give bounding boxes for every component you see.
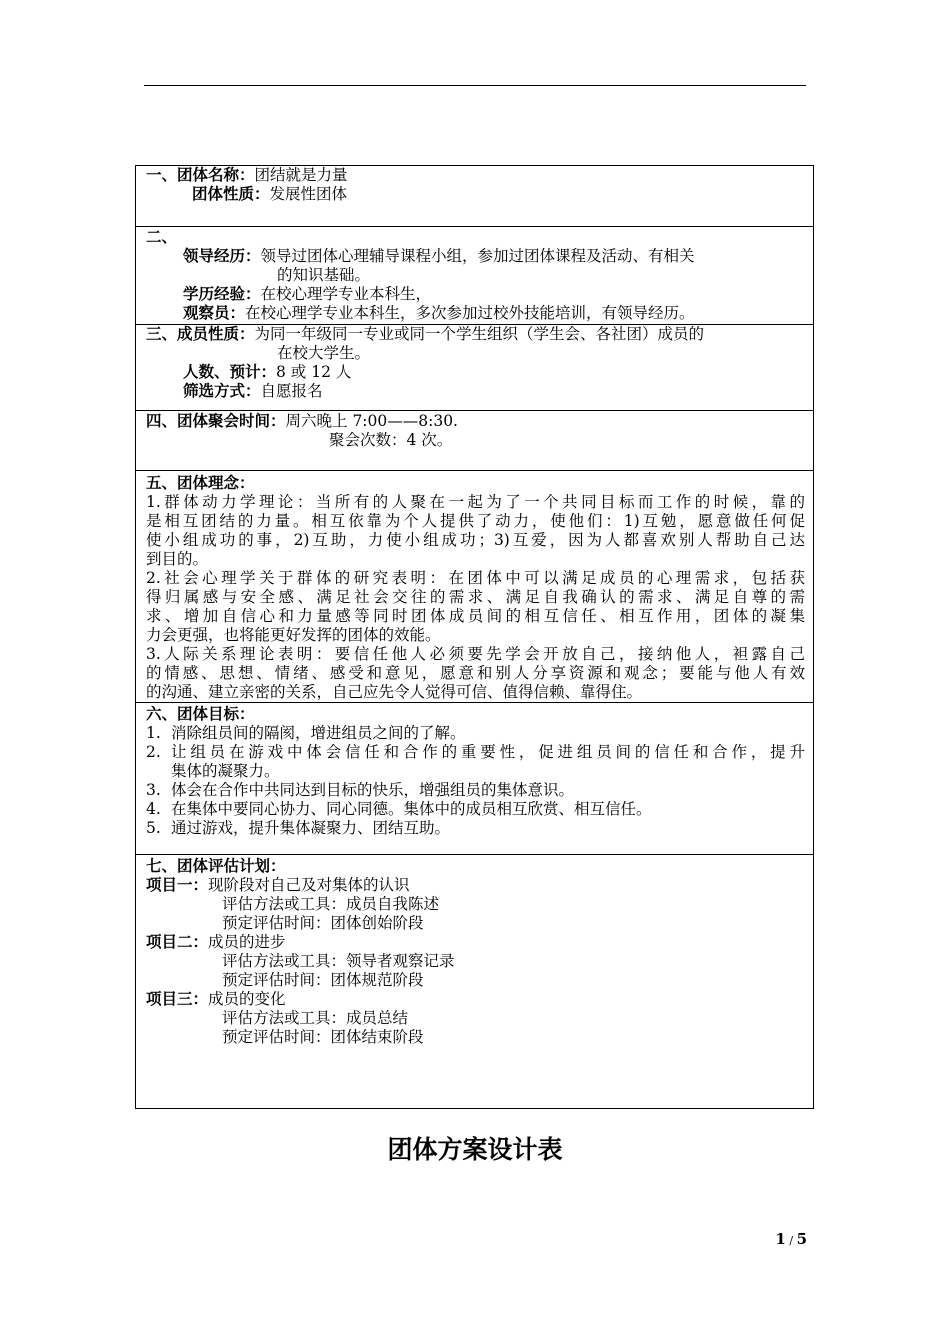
- goal-item: 5. 通过游戏，提升集体凝聚力、团结互助。: [146, 819, 451, 837]
- section-meeting-time: [136, 410, 813, 470]
- leader-experience-cont: 的知识基础。: [277, 266, 371, 284]
- philosophy-p3-l3: 的沟通、建立亲密的关系，自己应先令人觉得可信、值得信赖、靠得住。: [146, 683, 643, 701]
- goal-item: 4. 在集体中要同心协力、同心同德。集体中的成员相互欣赏、相互信任。: [146, 800, 652, 818]
- member-nature-label: 三、成员性质：: [146, 325, 255, 343]
- philosophy-p1-l4: 到目的。: [146, 550, 209, 568]
- project-2-method: 评估方法或工具：领导者观察记录: [222, 952, 455, 970]
- goals-heading: 六、团体目标：: [146, 705, 255, 723]
- goal-item-cont: 集体的凝聚力。: [171, 762, 280, 780]
- philosophy-p2-l3: 求、增加自信心和力量感等同时团体成员间的相互信任、相互作用，团体的凝集: [146, 607, 805, 625]
- section-evaluation: [136, 854, 813, 1108]
- meeting-time-value: 周六晚上 7:00——8:30.: [285, 412, 458, 430]
- philosophy-p1-l3: 使小组成功的事，2)互助，力使小组成功；3)互爱，因为人都喜欢别人帮助自己达: [146, 531, 805, 549]
- evaluation-heading: 七、团体评估计划：: [146, 857, 286, 875]
- group-nature-label: 团体性质：: [192, 185, 270, 203]
- goal-item: 1. 消除组员间的隔阂，增进组员之间的了解。: [146, 724, 466, 742]
- project-3: 项目三：成员的变化: [146, 990, 286, 1008]
- observer-value: 在校心理学专业本科生，多次参加过校外技能培训，有领导经历。: [245, 304, 695, 322]
- philosophy-heading: 五、团体理念：: [146, 474, 255, 492]
- group-name-label: 一、团体名称：: [146, 166, 255, 184]
- philosophy-p3-l1: 3.人际关系理论表明：要信任他人必须要先学会开放自己，接纳他人，袒露自己: [146, 645, 805, 663]
- meeting-count-value: 聚会次数：4 次。: [329, 431, 453, 449]
- leader-experience-label: 领导经历：: [183, 247, 261, 265]
- page-number: 1 / 5: [775, 1230, 807, 1248]
- section-leaders: [136, 226, 813, 324]
- member-nature-value: 为同一年级同一专业或同一个学生组织（学生会、各社团）成员的: [254, 325, 705, 343]
- member-count-value: 8 或 12 人: [276, 363, 352, 381]
- group-nature-value: 发展性团体: [269, 185, 348, 203]
- project-3-method: 评估方法或工具：成员总结: [222, 1009, 409, 1027]
- goal-item: 3. 体会在合作中共同达到目标的快乐，增强组员的集体意识。: [146, 781, 575, 799]
- philosophy-p2-l2: 得归属感与安全感、满足社会交往的需求、满足自我确认的需求、满足自尊的需: [146, 588, 805, 606]
- project-3-time: 预定评估时间：团体结束阶段: [222, 1028, 424, 1046]
- screening-label: 筛选方式：: [183, 382, 261, 400]
- section-group-name: [136, 166, 813, 226]
- philosophy-p1-l2: 是相互团结的力量。相互依靠为个人提供了动力，使他们：1)互勉，愿意做任何促: [146, 512, 805, 530]
- section-2-heading: 二、: [146, 228, 178, 246]
- meeting-time-label: 四、团体聚会时间：: [146, 412, 286, 430]
- project-1: 项目一：现阶段对自己及对集体的认识: [146, 876, 410, 894]
- section-goals: [136, 702, 813, 854]
- philosophy-p2-l4: 力会更强，也将能更好发挥的团体的效能。: [146, 626, 441, 644]
- section-philosophy: [136, 470, 813, 702]
- section-members: [136, 324, 813, 410]
- education-label: 学历经验：: [183, 285, 261, 303]
- philosophy-p2-l1: 2.社会心理学关于群体的研究表明：在团体中可以满足成员的心理需求，包括获: [146, 569, 805, 587]
- screening-value: 自愿报名: [260, 382, 323, 400]
- philosophy-p1-l1: 1.群体动力学理论：当所有的人聚在一起为了一个共同目标而工作的时候，靠的: [146, 493, 805, 511]
- plan-table: [135, 165, 814, 1109]
- header-rule: [144, 85, 806, 86]
- observer-label: 观察员：: [183, 304, 246, 322]
- leader-experience-value: 领导过团体心理辅导课程小组，参加过团体课程及活动、有相关: [260, 247, 695, 265]
- education-value: 在校心理学专业本科生，: [260, 285, 432, 303]
- project-2: 项目二：成员的进步: [146, 933, 286, 951]
- member-nature-cont: 在校大学生。: [277, 344, 371, 362]
- member-count-label: 人数、预计：: [183, 363, 277, 381]
- group-name-value: 团结就是力量: [254, 166, 348, 184]
- philosophy-p3-l2: 的情感、思想、情绪、感受和意见，愿意和别人分享资源和观念；要能与他人有效: [146, 664, 805, 682]
- project-2-time: 预定评估时间：团体规范阶段: [222, 971, 424, 989]
- project-1-time: 预定评估时间：团体创始阶段: [222, 914, 424, 932]
- project-1-method: 评估方法或工具：成员自我陈述: [222, 895, 440, 913]
- table-caption: 团体方案设计表: [387, 1135, 563, 1164]
- goal-item: 2. 让组员在游戏中体会信任和合作的重要性，促进组员间的信任和合作，提升: [146, 743, 805, 761]
